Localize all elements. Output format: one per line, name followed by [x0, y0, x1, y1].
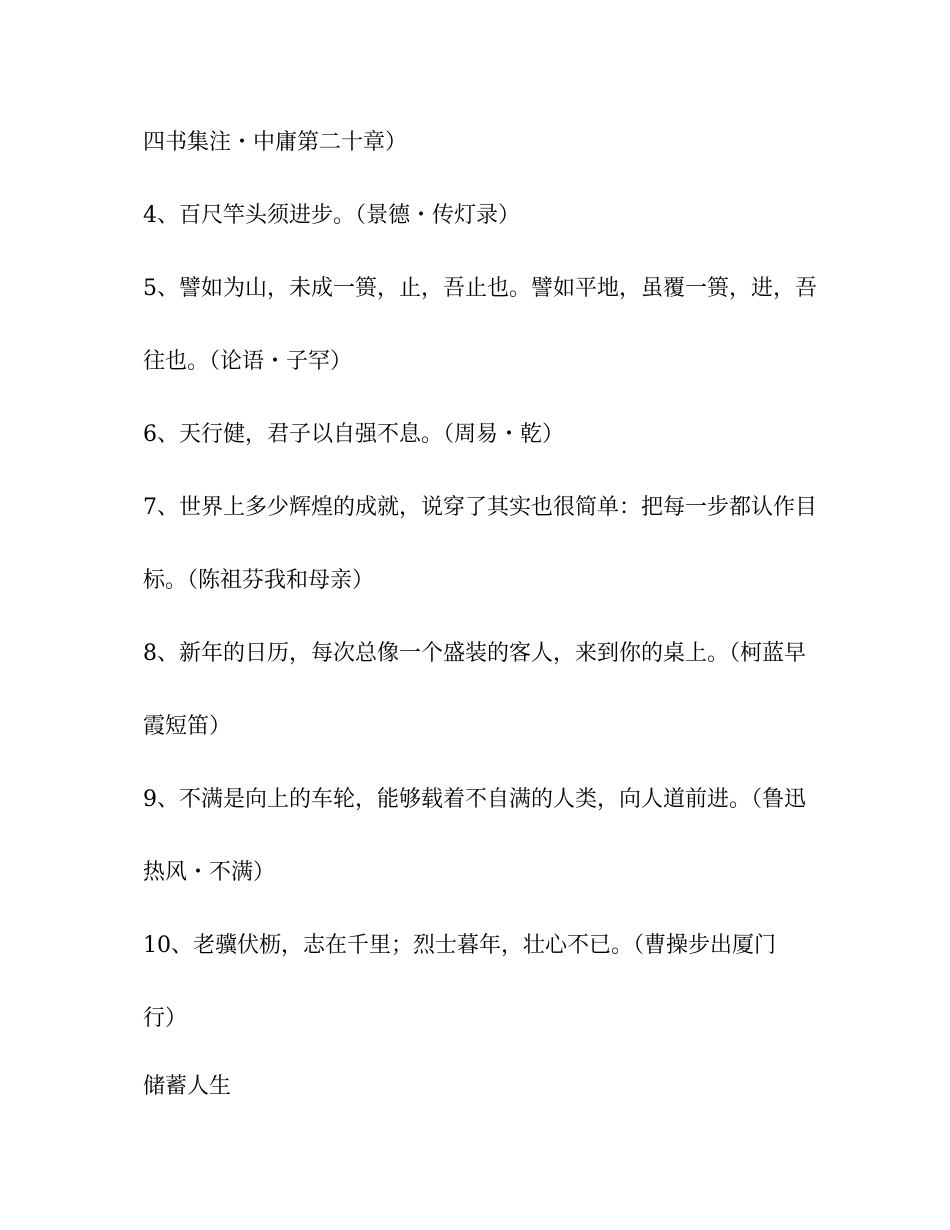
quote-10: 10、老骥伏枥，志在千里；烈士暮年，壮心不已。（曹操步出厦门: [143, 933, 776, 958]
quote-7: 7、世界上多少辉煌的成就，说穿了其实也很简单：把每一步都认作目: [143, 495, 817, 520]
quote-5: 5、譬如为山，未成一篑，止，吾止也。譬如平地，虽覆一篑，进，吾: [143, 276, 817, 301]
text-line: 行）: [143, 1006, 188, 1031]
quote-4: 4、百尺竿头须进步。（景德・传灯录）: [143, 203, 520, 228]
text-line: 四书集注・中庸第二十章）: [143, 130, 408, 155]
text-line: 霞短笛）: [143, 714, 232, 739]
text-line: 热风・不满）: [143, 860, 276, 885]
quote-8: 8、新年的日历，每次总像一个盛装的客人，来到你的桌上。（柯蓝早: [143, 641, 806, 666]
text-line: 标。（陈祖芬我和母亲）: [143, 568, 375, 593]
section-heading: 储蓄人生: [143, 1074, 232, 1099]
quote-9: 9、不满是向上的车轮，能够载着不自满的人类，向人道前进。（鲁迅: [143, 787, 806, 812]
text-line: 往也。（论语・子罕）: [143, 349, 353, 374]
quote-6: 6、天行健，君子以自强不息。（周易・乾）: [143, 422, 564, 447]
